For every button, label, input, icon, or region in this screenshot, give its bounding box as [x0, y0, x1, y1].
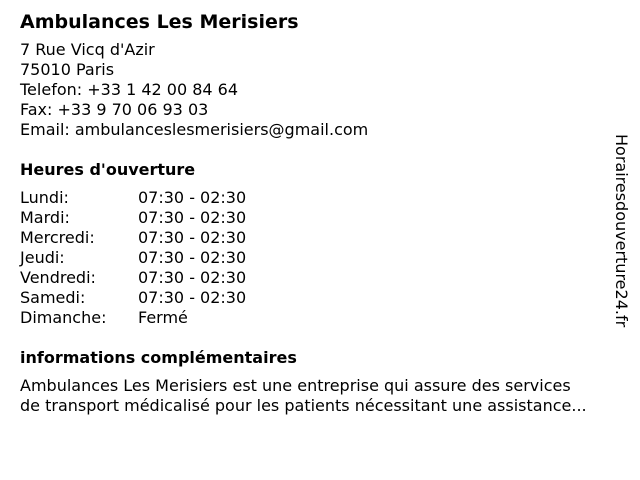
hours-time-monday: 07:30 - 02:30 [138, 188, 247, 207]
hours-day-thursday: Jeudi: [20, 248, 65, 267]
city-address: 75010 Paris [20, 60, 115, 79]
hours-day-friday: Vendredi: [20, 268, 96, 287]
street-address: 7 Rue Vicq d'Azir [20, 40, 155, 59]
business-name: Ambulances Les Merisiers [20, 11, 299, 33]
hours-day-tuesday: Mardi: [20, 208, 70, 227]
hours-time-tuesday: 07:30 - 02:30 [138, 208, 247, 227]
phone-number: Telefon: +33 1 42 00 84 64 [20, 80, 239, 99]
site-watermark: Horairesdouverture24.fr [612, 134, 631, 328]
additional-info-text [20, 376, 620, 416]
business-card [20, 8, 620, 416]
fax-number: Fax: +33 9 70 06 93 03 [20, 100, 209, 119]
hours-time-saturday: 07:30 - 02:30 [138, 288, 247, 307]
email-address: Email: ambulanceslesmerisiers@gmail.com [20, 120, 369, 139]
description-line-2: de transport médicalisé pour les patients nécessitant une assistance... [20, 396, 587, 415]
hours-day-saturday: Samedi: [20, 288, 86, 307]
hours-day-monday: Lundi: [20, 188, 69, 207]
additional-info-heading: informations complémentaires [20, 348, 297, 367]
hours-time-wednesday: 07:30 - 02:30 [138, 228, 247, 247]
hours-time-thursday: 07:30 - 02:30 [138, 248, 247, 267]
hours-time-sunday: Fermé [138, 308, 188, 327]
address-block [20, 40, 620, 140]
opening-hours-table [20, 188, 620, 328]
hours-day-sunday: Dimanche: [20, 308, 107, 327]
opening-hours-heading: Heures d'ouverture [20, 160, 196, 179]
hours-day-wednesday: Mercredi: [20, 228, 95, 247]
hours-time-friday: 07:30 - 02:30 [138, 268, 247, 287]
description-line-1: Ambulances Les Merisiers est une entreprise qui assure des services [20, 376, 571, 395]
